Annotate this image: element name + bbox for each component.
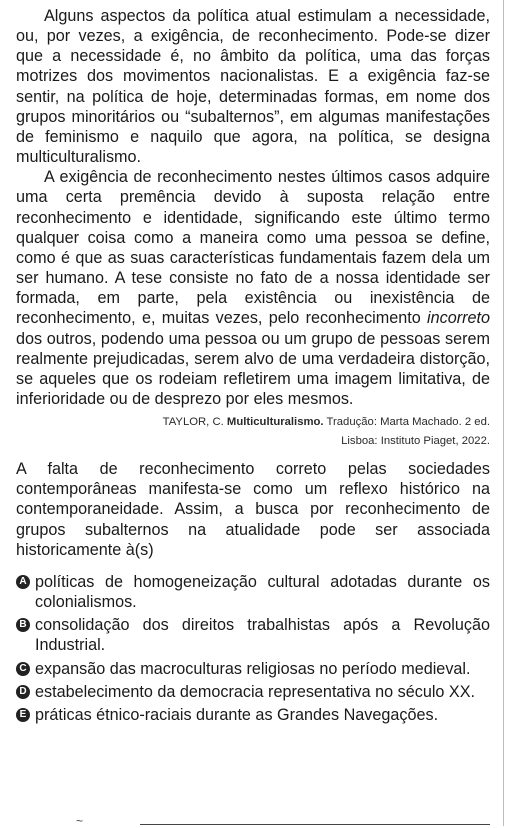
passage-p2-start: A exigência de reconhecimento nestes últimos casos adquire uma certa premência devido à suposta relação entre reconhecimento e identidade, significando este último termo qualquer coisa como a maneira como uma pessoa se define, como é que as suas características fundamentais fazem dela um ser humano. A tese consiste no fato de a nossa identidade ser formada, em parte, pela existência ou inexistência de reconhecimento, e, muitas vezes, pelo reconhecimento <box>16 168 490 328</box>
letter-b-badge-icon: B <box>16 618 30 632</box>
alternative-a[interactable] <box>16 572 490 612</box>
alternatives-list <box>16 572 490 725</box>
passage-paragraph-2 <box>16 167 490 409</box>
source-translation: Tradução: Marta Machado. 2 ed. <box>326 416 490 429</box>
source-author: TAYLOR, C. <box>162 416 224 429</box>
alternative-d[interactable] <box>16 682 490 702</box>
letter-c-badge-icon: C <box>16 662 30 676</box>
margin-rule <box>503 0 504 826</box>
alternative-e-text: práticas étnico-raciais durante as Grandes Navegações. <box>35 705 439 724</box>
footer-rule <box>140 824 490 825</box>
source-line-2: Lisboa: Instituto Piaget, 2022. <box>341 435 490 448</box>
cut-off-footer-text: ~ <box>76 814 84 828</box>
alternative-c[interactable] <box>16 659 490 679</box>
alternative-e[interactable] <box>16 705 490 725</box>
letter-a-badge-icon: A <box>16 575 30 589</box>
source-title: Multiculturalismo. <box>226 416 324 429</box>
alternative-d-text: estabelecimento da democracia representativa no século XX. <box>35 682 476 701</box>
question-stem: A falta de reconhecimento correto pelas sociedades contemporâneas manifesta-se como um reflexo histórico na contemporaneidade. Assim, a busca por reconhecimento de grupos subalternos na atualidade pode ser associada historicamente à(s) <box>16 460 490 559</box>
letter-d-badge-icon: D <box>16 685 30 699</box>
alternative-c-text: expansão das macroculturas religiosas no período medieval. <box>35 659 471 678</box>
alternative-b[interactable] <box>16 615 490 655</box>
letter-e-badge-icon: E <box>16 708 30 722</box>
passage-paragraph-1: Alguns aspectos da política atual estimulam a necessidade, ou, por vezes, a exigência, de reconhecimento. Pode-se dizer que a necessidade é, no âmbito da política, uma das forças motrizes dos movimentos nacionalistas. E a exigência faz-se sentir, na política de hoje, determinadas formas, em nome dos grupos minoritários ou “subalternos”, em algumas manifestações de feminismo e naquilo que agora, na política, se designa multiculturalismo. <box>16 7 490 167</box>
alternative-b-text: consolidação dos direitos trabalhistas após a Revolução Industrial. <box>35 616 490 655</box>
source-citation <box>16 413 490 451</box>
passage-p2-end: dos outros, podendo uma pessoa ou um grupo de pessoas serem realmente prejudicadas, serem alvo de uma verdadeira distorção, se aqueles que os rodeiam refletirem uma imagem limitativa, de inferioridade ou de desprezo por eles mesmos. <box>16 329 490 408</box>
question-block <box>16 6 490 728</box>
passage-italic-word: incorreto <box>427 309 491 328</box>
alternative-a-text: políticas de homogeneização cultural adotadas durante os colonialismos. <box>35 572 490 612</box>
source-line-1 <box>16 413 490 432</box>
